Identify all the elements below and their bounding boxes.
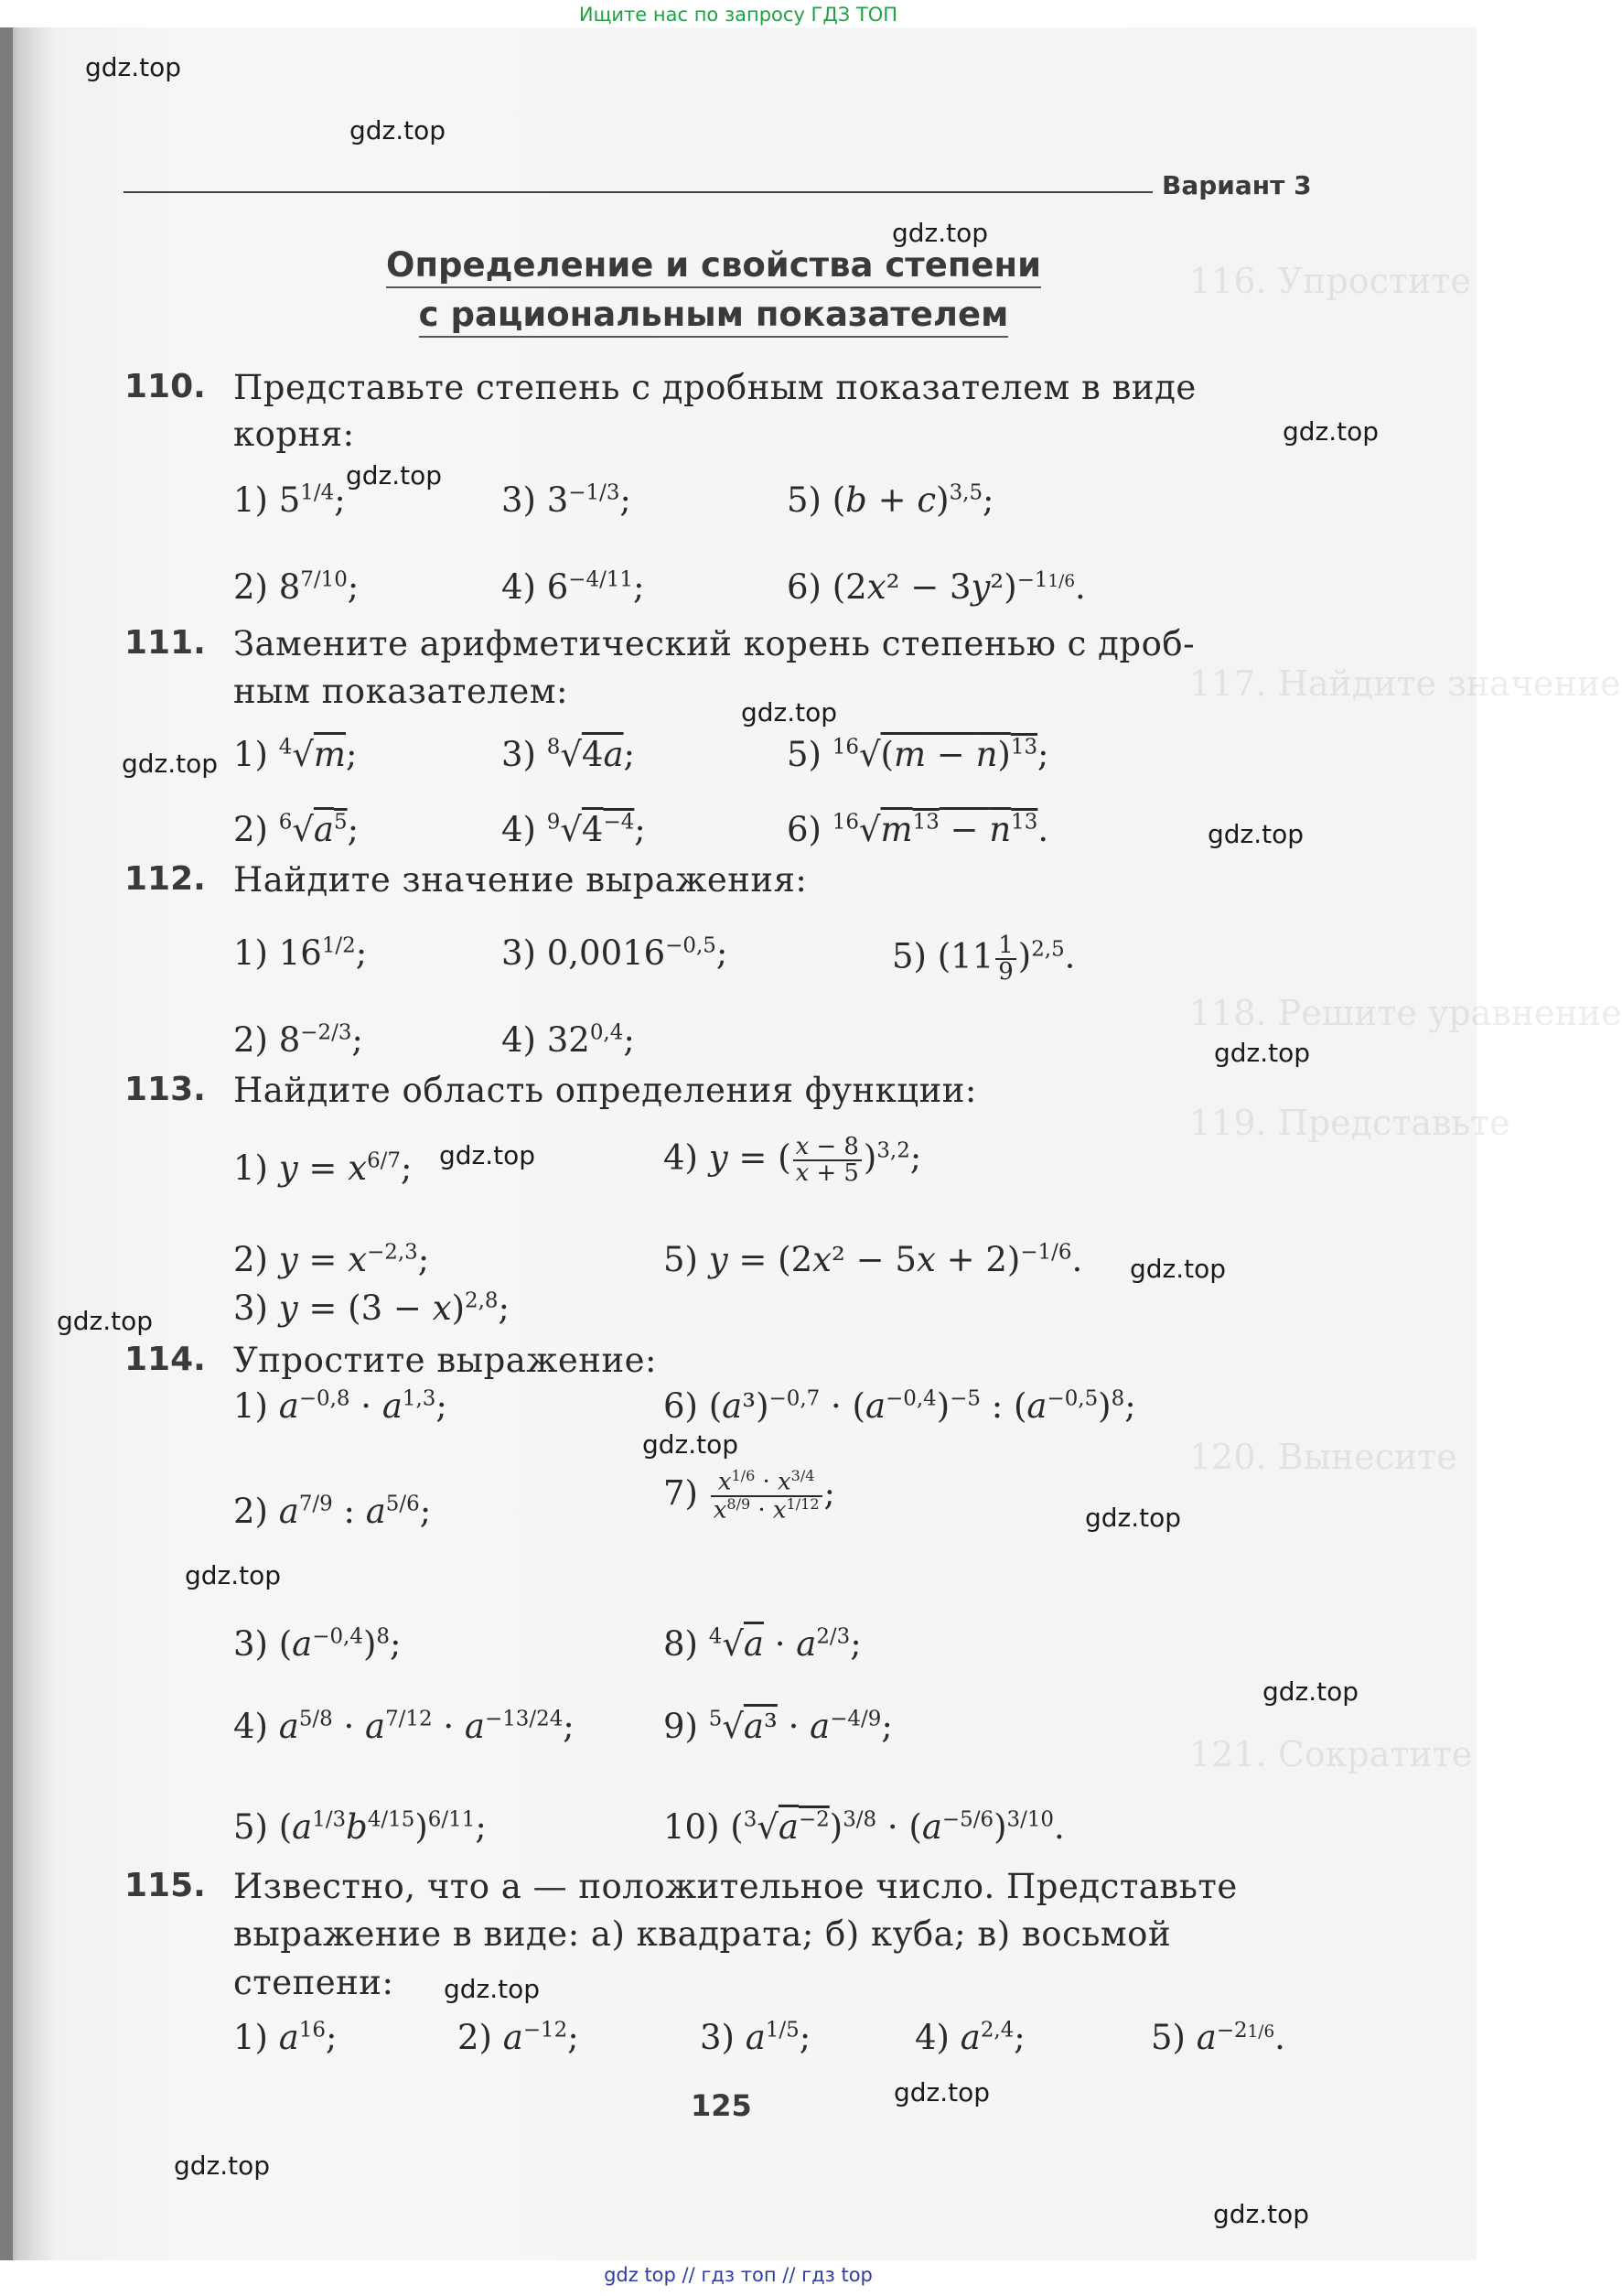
watermark: gdz.top: [185, 1560, 282, 1590]
task-item: 2) $y = x^{-2,3}$;: [233, 1240, 430, 1279]
exercise-text: ным показателем:: [233, 672, 569, 711]
task-item: 5) $y = (2x^2 - 5x + 2)^{-1/6}$.: [663, 1240, 1083, 1279]
watermark: gdz.top: [1130, 1254, 1227, 1284]
task-item: 1) $^4$√m;: [233, 735, 358, 774]
page-number: 125: [691, 2088, 752, 2123]
task-item: 8) $^4√a \cdot a^{2/3}$;: [663, 1624, 862, 1664]
task-item: 3) $y = (3 - x)^{2,8}$;: [233, 1288, 510, 1328]
task-item: 6) $(2x^2 - 3y^2)^{-11/6}$.: [787, 567, 1086, 607]
section-title: Определение и свойства степени: [384, 245, 1043, 288]
watermark: gdz.top: [122, 749, 219, 779]
watermark: gdz.top: [894, 2077, 991, 2107]
watermark: gdz.top: [349, 115, 446, 146]
exercise-text: Найдите значение выражения:: [233, 860, 808, 900]
watermark: gdz.top: [174, 2150, 271, 2181]
watermark: gdz.top: [1283, 416, 1380, 447]
task-item: 3) $3^{-1/3}$;: [501, 480, 631, 520]
header-link[interactable]: Ищите нас по запросу ГДЗ ТОП: [578, 4, 898, 26]
task-item: 1) $a^{16}$;: [233, 2018, 338, 2057]
section-subtitle: с рациональным показателем: [384, 295, 1043, 338]
task-item: 2) $8^{7/10}$;: [233, 567, 360, 607]
exercise-number: 112.: [124, 860, 206, 898]
task-item: 3) $^8$√4a;: [501, 735, 635, 774]
exercise-number: 114.: [124, 1341, 206, 1378]
watermark: gdz.top: [1214, 1038, 1311, 1068]
task-item: 6) $^{16}√m^{13} - n^{13}$.: [787, 810, 1049, 849]
watermark: gdz.top: [642, 1429, 739, 1460]
exercise-number: 111.: [124, 624, 206, 662]
task-item: 3) $0,0016^{-0,5}$;: [501, 933, 728, 973]
task-item: 4) $^9√4^{-4}$;: [501, 810, 646, 849]
exercise-text: корня:: [233, 415, 355, 454]
exercise-text: Представьте степень с дробным показателем в виде: [233, 368, 1197, 407]
watermark: gdz.top: [1208, 819, 1305, 849]
task-item: 3) $(a^{-0,4})^8$;: [233, 1624, 402, 1664]
task-item: 1) $y = x^{6/7}$;: [233, 1148, 413, 1188]
task-item: 4) $6^{-4/11}$;: [501, 567, 645, 607]
task-item: 10) $(^3√a^{-2})^{3/8} \cdot (a^{-5/6})^{3/10}$.: [663, 1807, 1065, 1847]
watermark: gdz.top: [439, 1140, 536, 1170]
task-item: 2) $a^{7/9}$ : $a^{5/6}$;: [233, 1492, 432, 1531]
task-item: 2) $^6√a^5$;: [233, 810, 360, 849]
exercise-text: степени:: [233, 1963, 394, 2002]
task-item: 4) y = ( $\frac{x - 8}{x + 5}$ )$^{3,2}$;: [663, 1133, 922, 1188]
exercise-text: Замените арифметический корень степенью с дроб-: [233, 624, 1196, 663]
task-item: 1) $5^{1/4}$;: [233, 480, 346, 520]
watermark: gdz.top: [741, 697, 838, 728]
task-item: 5) $(a^{1/3}b^{4/15})^{6/11}$;: [233, 1807, 487, 1847]
task-item: 1) $a^{-0,8} \cdot a^{1,3}$;: [233, 1386, 447, 1426]
watermark: gdz.top: [1213, 2199, 1310, 2229]
footer-link[interactable]: gdz top // гдз топ // гдз top: [604, 2264, 873, 2286]
exercise-number: 113.: [124, 1071, 206, 1108]
task-item: 4) 32$^{0,4}$;: [501, 1020, 635, 1060]
task-item: 5) $^{16}√(m - n)^{13}$;: [787, 735, 1049, 774]
watermark: gdz.top: [1085, 1503, 1182, 1533]
task-item: 6) $(a^3)^{-0,7} \cdot (a^{-0,4})^{-5}$ : $(a^{-0,5})^8$;: [663, 1386, 1136, 1426]
exercise-text: Найдите область определения функции:: [233, 1071, 977, 1110]
task-item: 2) $8^{-2/3}$;: [233, 1020, 363, 1060]
exercise-text: Упростите выражение:: [233, 1341, 657, 1380]
watermark: gdz.top: [346, 460, 443, 490]
watermark: gdz.top: [444, 1974, 541, 2004]
watermark: gdz.top: [57, 1306, 154, 1336]
variant-label: Вариант 3: [1162, 170, 1312, 200]
task-item: 5) $(b + c)^{3,5}$;: [787, 480, 994, 520]
task-item: 5) $a^{-21/6}$.: [1151, 2018, 1285, 2057]
exercise-text: Известно, что a — положительное число. Представьте: [233, 1867, 1238, 1906]
exercise-number: 115.: [124, 1867, 206, 1904]
watermark: gdz.top: [1262, 1676, 1359, 1707]
task-item: 9) $^5√a^3 \cdot a^{-4/9}$;: [663, 1707, 893, 1746]
task-item: 2) $a^{-12}$;: [457, 2018, 579, 2057]
task-item: 4) $a^{5/8} \cdot a^{7/12} \cdot a^{-13/24}$;: [233, 1707, 575, 1746]
exercise-number: 110.: [124, 368, 206, 405]
task-item: 4) $a^{2,4}$;: [915, 2018, 1026, 2057]
watermark: gdz.top: [892, 218, 989, 248]
header-rule: [124, 191, 1153, 193]
task-item: 7) $\frac{x^{1/6} \cdot x^{3/4}}{x^{8/9} \cdot x^{1/12}}$ ;: [663, 1467, 836, 1525]
exercise-text: выражение в виде: а) квадрата; б) куба; в) восьмой: [233, 1914, 1172, 1954]
binding-shadow: [0, 27, 13, 2260]
task-item: 3) $a^{1/5}$;: [700, 2018, 811, 2057]
watermark: gdz.top: [85, 52, 182, 82]
task-item: 5) (11 $\frac{1}{9}$ )$^{2,5}$.: [892, 932, 1076, 986]
task-item: 1) $16^{1/2}$;: [233, 933, 368, 973]
